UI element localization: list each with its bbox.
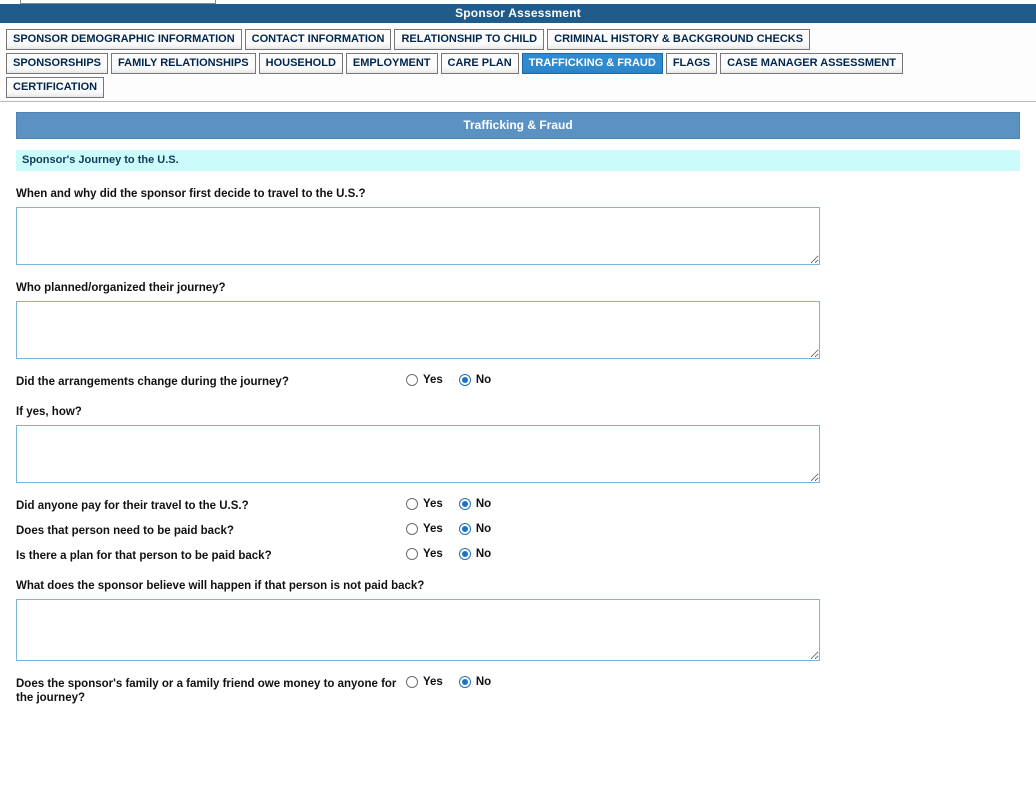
tab-contact-information[interactable]: CONTACT INFORMATION: [245, 29, 392, 50]
label-journey-planner: Who planned/organized their journey?: [16, 282, 226, 294]
tab-row-1: [6, 29, 1030, 50]
choices-needs-paid-back: [406, 522, 503, 535]
tab-employment[interactable]: EMPLOYMENT: [346, 53, 438, 74]
section-heading: Trafficking & Fraud: [16, 112, 1020, 139]
label-not-paid-back-consequence: What does the sponsor believe will happen if that person is not paid back?: [16, 580, 425, 592]
page-title: Sponsor Assessment: [0, 4, 1036, 23]
choices-family-owes-money: [406, 675, 503, 688]
choices-anyone-paid-travel: [406, 497, 503, 510]
tab-care-plan[interactable]: CARE PLAN: [441, 53, 519, 74]
label-arrangements-changed: Did the arrangements change during the journey?: [16, 376, 289, 388]
radio-label-arrangements-changed-no: No: [475, 374, 492, 386]
form-panel: [0, 102, 1036, 705]
tab-row-3: [6, 77, 1030, 98]
tab-criminal-history-background-checks[interactable]: CRIMINAL HISTORY & BACKGROUND CHECKS: [547, 29, 810, 50]
content-frame: [0, 23, 1036, 799]
radio-plan-to-pay-back-yes[interactable]: [406, 548, 418, 560]
tab-certification[interactable]: CERTIFICATION: [6, 77, 104, 98]
radio-label-plan-to-pay-back-yes: Yes: [423, 548, 443, 560]
radio-label-arrangements-changed-yes: Yes: [423, 374, 443, 386]
radio-anyone-paid-travel-yes[interactable]: [406, 498, 418, 510]
tab-row-2: [6, 53, 1030, 74]
choices-plan-to-pay-back: [406, 547, 503, 560]
tab-case-manager-assessment[interactable]: CASE MANAGER ASSESSMENT: [720, 53, 903, 74]
row-arrangements-changed: [16, 373, 1020, 389]
tab-sponsor-demographic-information[interactable]: SPONSOR DEMOGRAPHIC INFORMATION: [6, 29, 242, 50]
radio-family-owes-money-yes[interactable]: [406, 676, 418, 688]
radio-label-needs-paid-back-yes: Yes: [423, 523, 443, 535]
label-travel-decision: When and why did the sponsor first decide to travel to the U.S.?: [16, 188, 366, 200]
radio-family-owes-money-no[interactable]: [459, 676, 471, 688]
radio-label-needs-paid-back-no: No: [475, 523, 492, 535]
tab-relationship-to-child[interactable]: RELATIONSHIP TO CHILD: [394, 29, 544, 50]
subsection-heading: Sponsor's Journey to the U.S.: [16, 150, 1020, 171]
row-needs-paid-back: [16, 522, 1020, 538]
tab-household[interactable]: HOUSEHOLD: [259, 53, 343, 74]
tab-bar: [0, 23, 1036, 102]
tab-sponsorships[interactable]: SPONSORSHIPS: [6, 53, 108, 74]
tab-family-relationships[interactable]: FAMILY RELATIONSHIPS: [111, 53, 256, 74]
radio-needs-paid-back-no[interactable]: [459, 523, 471, 535]
radio-label-family-owes-money-no: No: [475, 676, 492, 688]
radio-label-anyone-paid-travel-no: No: [475, 498, 492, 510]
choices-arrangements-changed: [406, 373, 503, 386]
input-if-yes-how[interactable]: [16, 425, 820, 483]
row-anyone-paid-travel: [16, 497, 1020, 513]
radio-arrangements-changed-yes[interactable]: [406, 374, 418, 386]
radio-anyone-paid-travel-no[interactable]: [459, 498, 471, 510]
label-needs-paid-back: Does that person need to be paid back?: [16, 525, 234, 537]
label-anyone-paid-travel: Did anyone pay for their travel to the U.S.?: [16, 500, 249, 512]
label-if-yes-how: If yes, how?: [16, 406, 82, 418]
tab-trafficking-fraud[interactable]: TRAFFICKING & FRAUD: [522, 53, 663, 74]
radio-arrangements-changed-no[interactable]: [459, 374, 471, 386]
radio-label-anyone-paid-travel-yes: Yes: [423, 498, 443, 510]
row-family-owes-money: [16, 675, 1020, 705]
radio-label-family-owes-money-yes: Yes: [423, 676, 443, 688]
radio-label-plan-to-pay-back-no: No: [475, 548, 492, 560]
input-travel-decision[interactable]: [16, 207, 820, 265]
label-plan-to-pay-back: Is there a plan for that person to be paid back?: [16, 550, 272, 562]
row-plan-to-pay-back: [16, 547, 1020, 563]
radio-plan-to-pay-back-no[interactable]: [459, 548, 471, 560]
input-journey-planner[interactable]: [16, 301, 820, 359]
tab-flags[interactable]: FLAGS: [666, 53, 717, 74]
label-family-owes-money: Does the sponsor's family or a family friend owe money to anyone for the journey?: [16, 678, 397, 704]
input-not-paid-back-consequence[interactable]: [16, 599, 820, 661]
radio-needs-paid-back-yes[interactable]: [406, 523, 418, 535]
